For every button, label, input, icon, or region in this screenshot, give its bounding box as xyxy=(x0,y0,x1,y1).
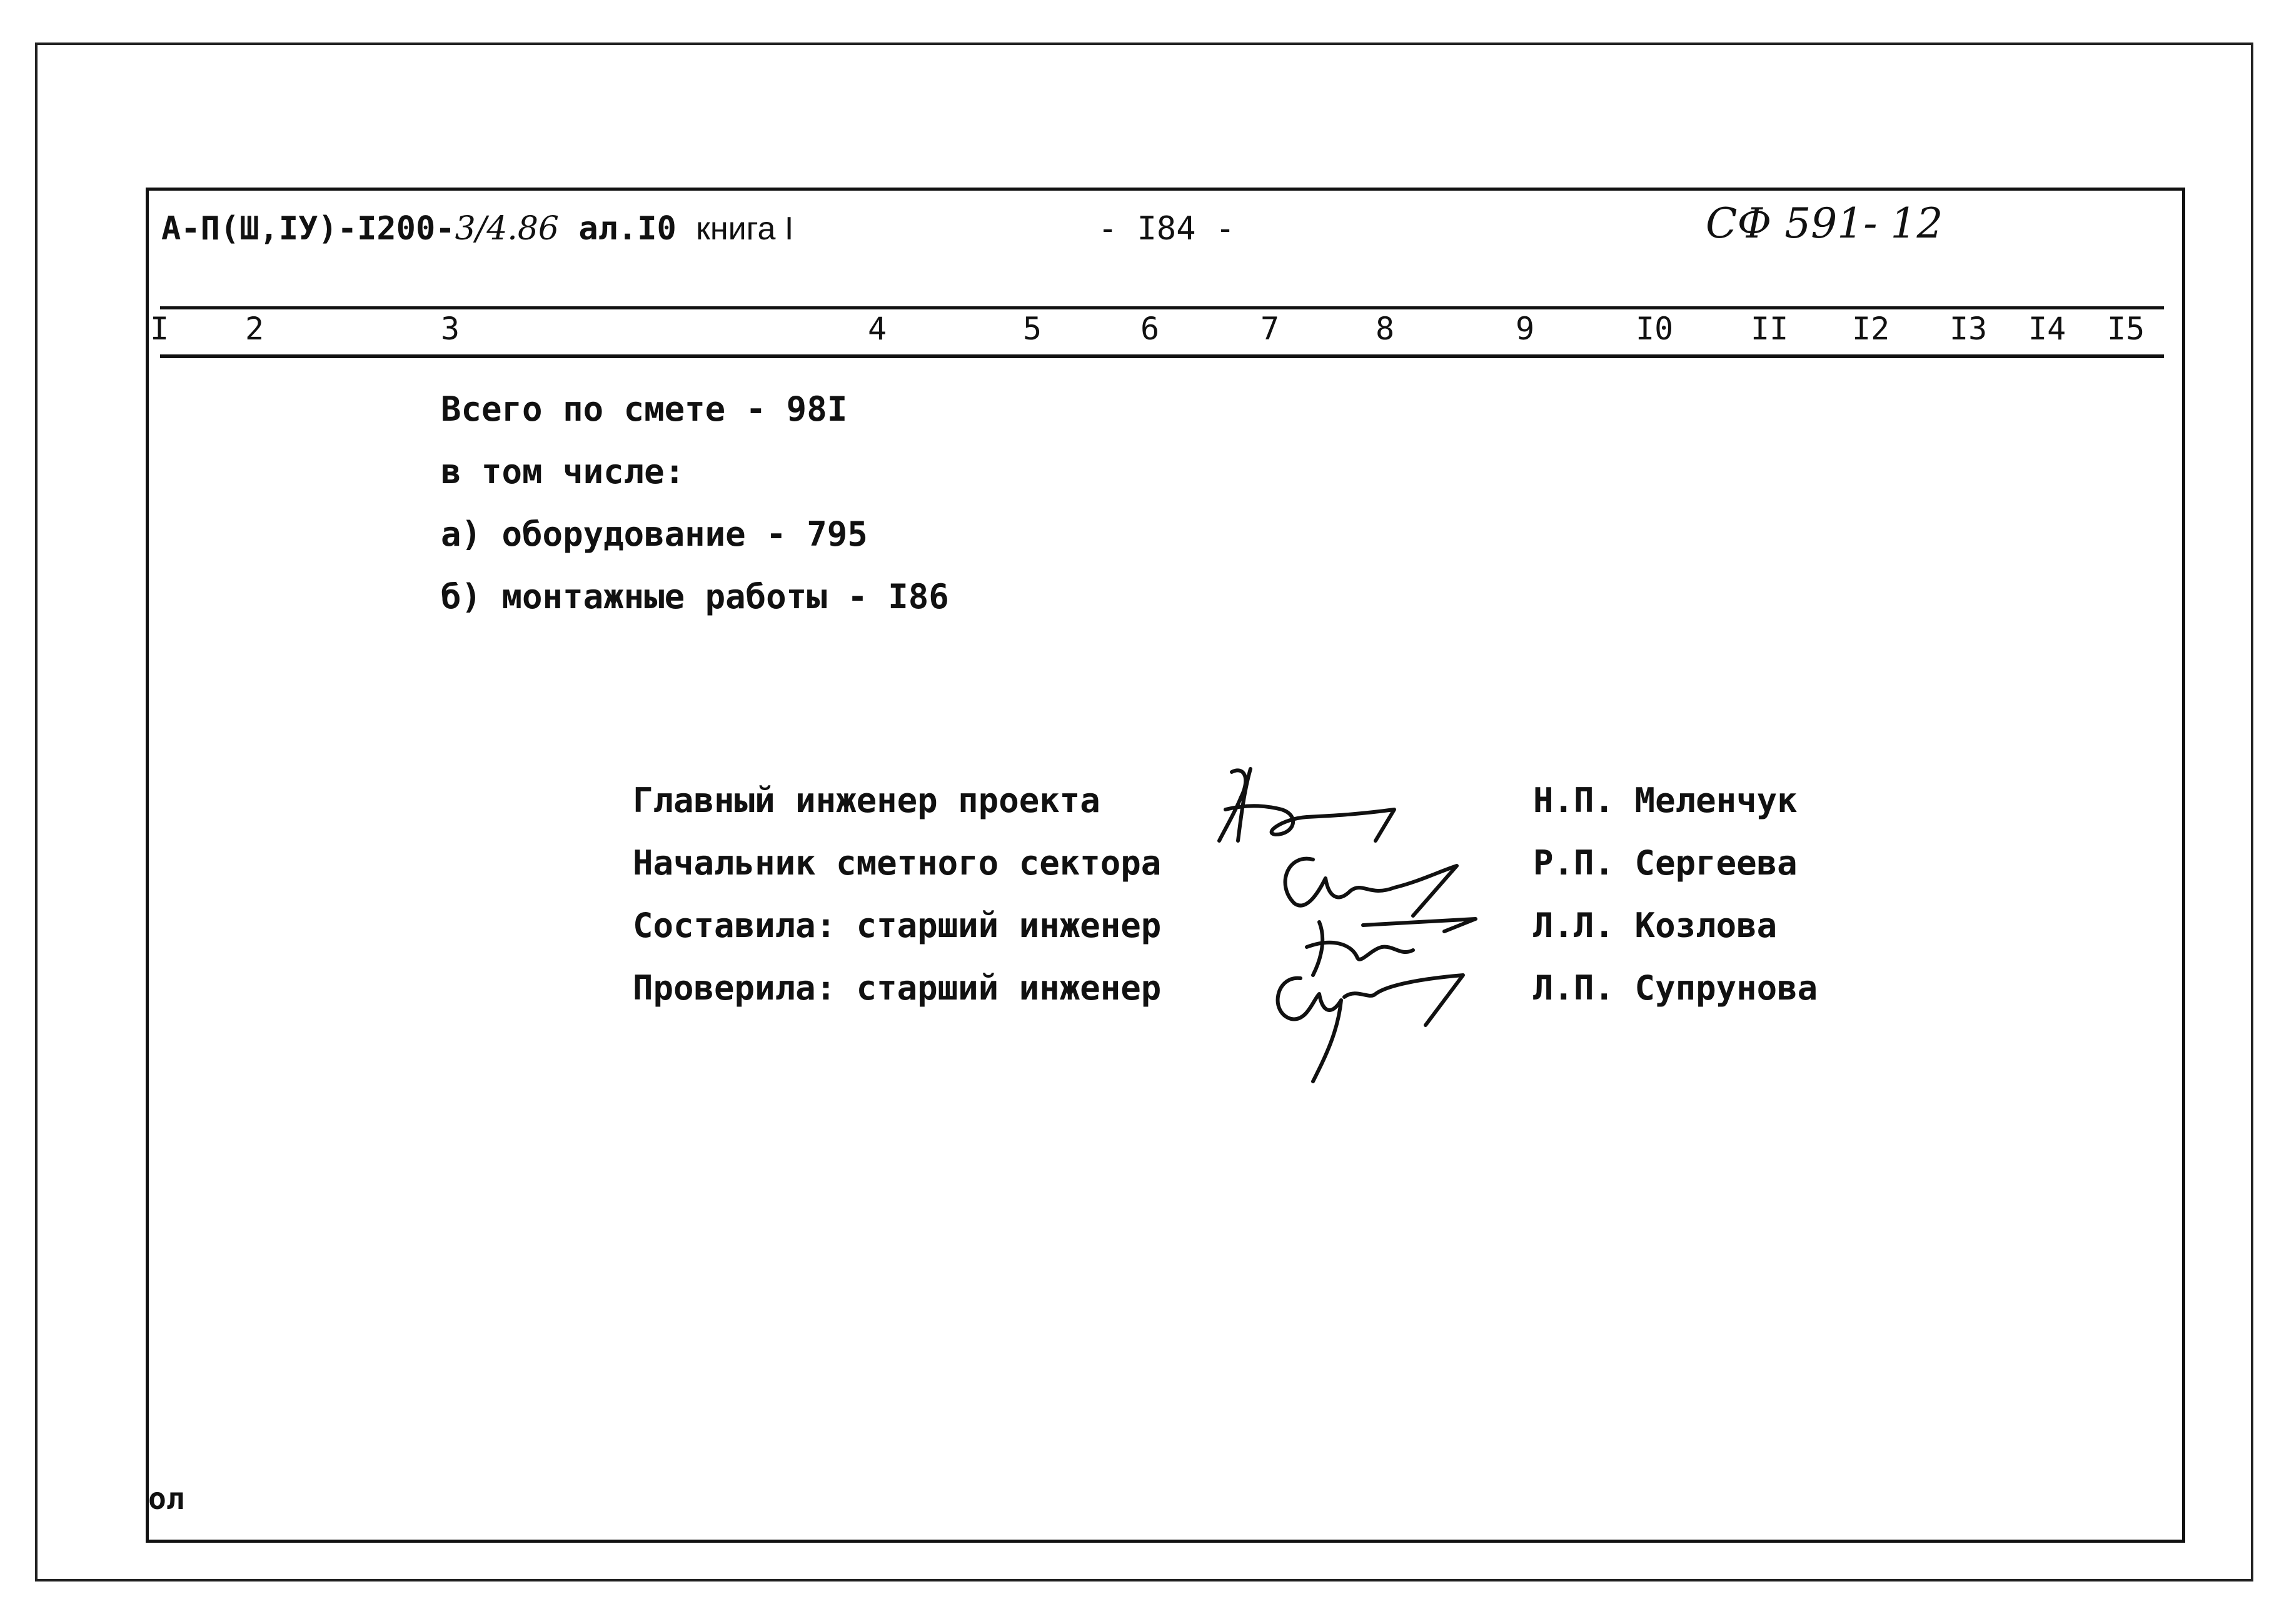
column-number: 2 xyxy=(245,311,264,347)
page-number: - I84 - xyxy=(1098,210,1235,248)
column-number: 4 xyxy=(868,311,887,347)
signature-checked-by xyxy=(1263,963,1476,1088)
column-number: 9 xyxy=(1516,311,1535,347)
doc-code-handwritten: 3/4.86 xyxy=(455,210,559,248)
name-chief-engineer: Н.П. Меленчук xyxy=(1533,781,1798,820)
column-number: I4 xyxy=(2028,311,2066,347)
position-chief-engineer: Главный инженер проекта xyxy=(633,781,1100,820)
footer-mark: ол xyxy=(148,1481,184,1516)
column-number: I xyxy=(150,311,169,347)
summary-including: в том числе: xyxy=(441,452,685,491)
stamp-code: СФ 591- 12 xyxy=(1706,199,1943,248)
doc-code xyxy=(161,210,793,248)
column-number: I3 xyxy=(1949,311,1988,347)
signature-estimate-head xyxy=(1269,847,1482,922)
doc-code-typed: А-П(Ш,IУ)-I200- xyxy=(161,210,455,248)
name-compiled-by: Л.Л. Козлова xyxy=(1533,906,1778,945)
book-label: книга I xyxy=(696,211,794,247)
column-number: 3 xyxy=(441,311,460,347)
column-number: 8 xyxy=(1376,311,1395,347)
position-checked-by: Проверила: старший инженер xyxy=(633,968,1162,1008)
album-label: ал.I0 xyxy=(578,210,677,248)
name-checked-by: Л.П. Супрунова xyxy=(1533,968,1818,1008)
column-number: II xyxy=(1751,311,1789,347)
summary-installation: б) монтажные работы - I86 xyxy=(441,577,949,616)
summary-equipment: а) оборудование - 795 xyxy=(441,514,868,554)
column-number: 6 xyxy=(1140,311,1160,347)
column-number: I2 xyxy=(1852,311,1890,347)
column-number: I5 xyxy=(2107,311,2145,347)
column-rule-bottom xyxy=(160,354,2164,358)
position-estimate-head: Начальник сметного сектора xyxy=(633,843,1162,883)
signature-chief-engineer xyxy=(1207,759,1419,853)
summary-total: Всего по смете - 98I xyxy=(441,389,848,429)
column-number: 5 xyxy=(1023,311,1042,347)
column-number: I0 xyxy=(1636,311,1674,347)
position-compiled-by: Составила: старший инженер xyxy=(633,906,1162,945)
name-estimate-head: Р.П. Сергеева xyxy=(1533,843,1798,883)
column-rule-top xyxy=(160,306,2164,309)
column-number: 7 xyxy=(1260,311,1280,347)
